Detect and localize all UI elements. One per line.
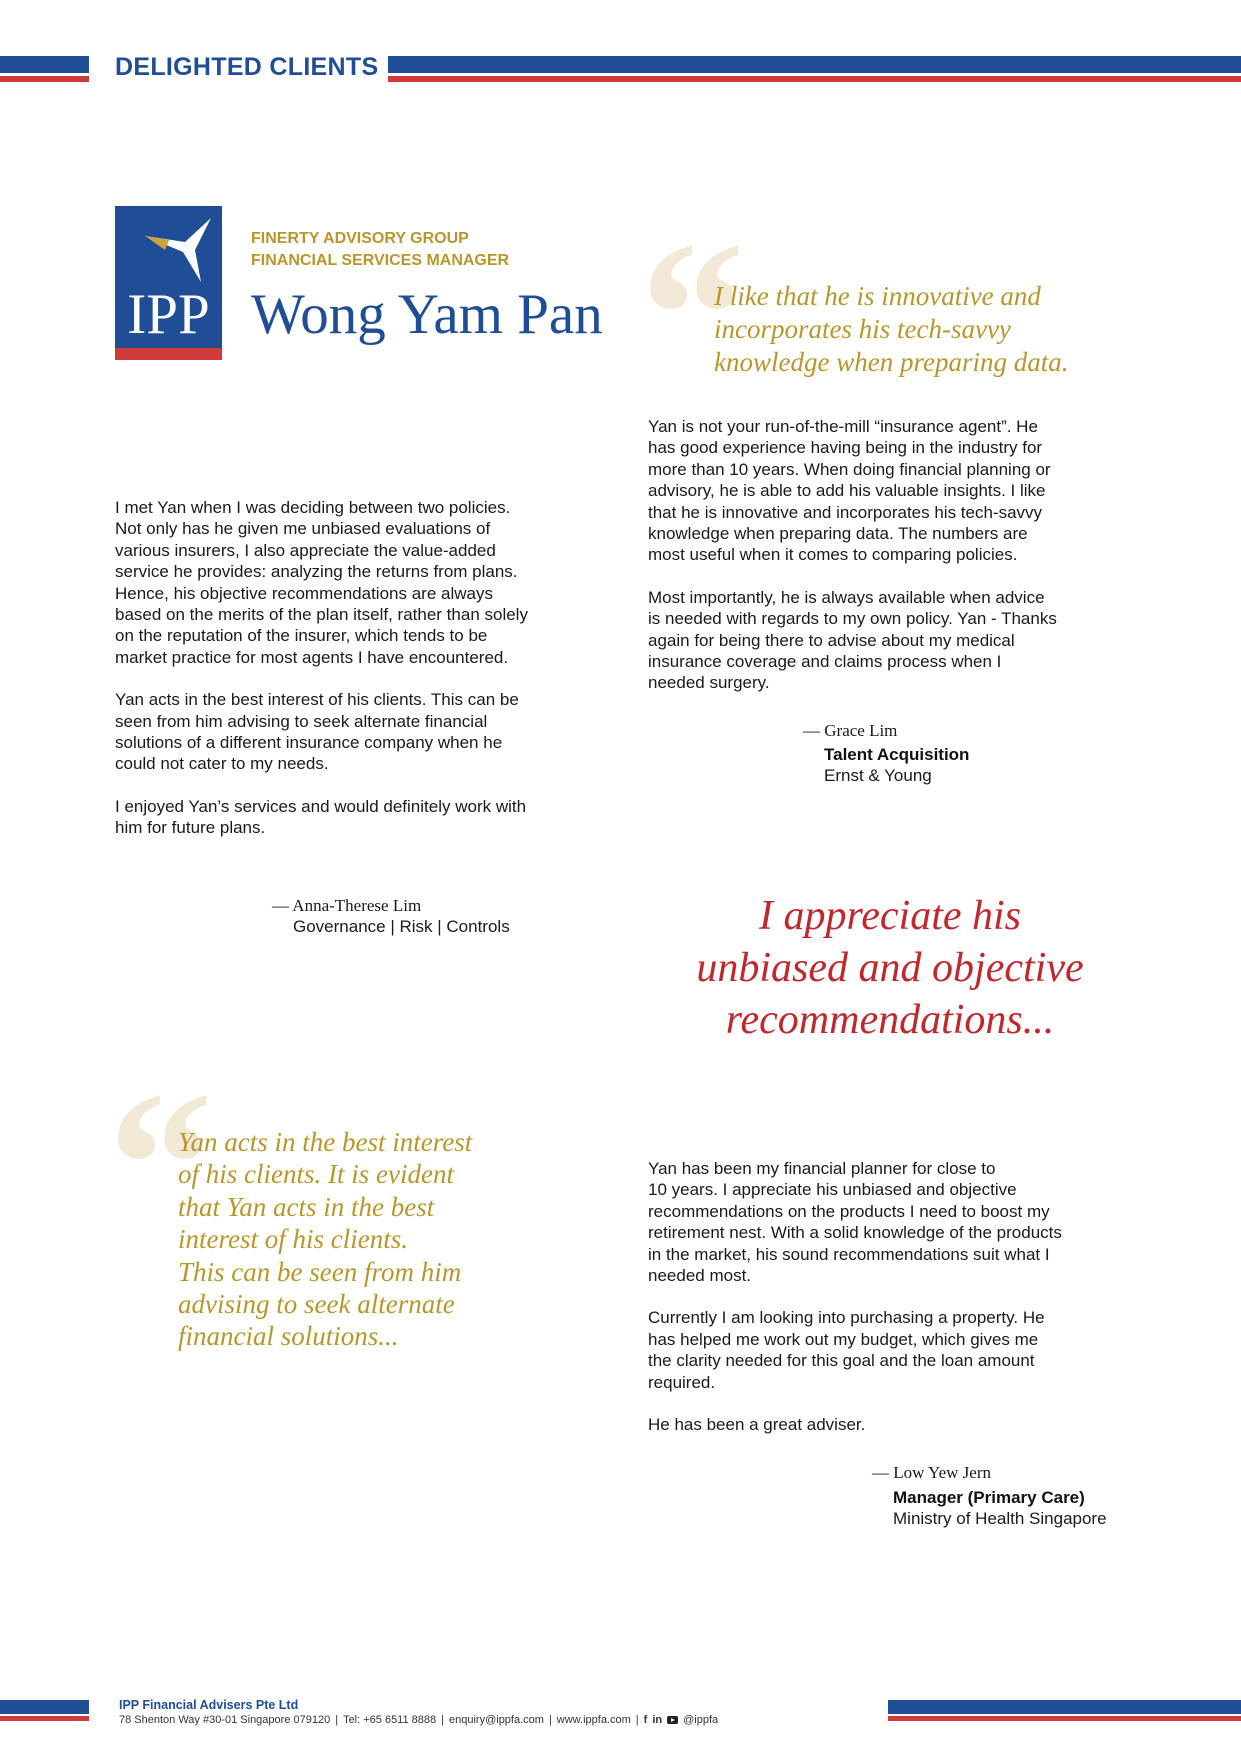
linkedin-icon[interactable]: in	[652, 1714, 663, 1726]
footer-bar-right-red	[888, 1716, 1241, 1721]
profile-role: FINANCIAL SERVICES MANAGER	[251, 252, 510, 269]
facebook-icon[interactable]: f	[643, 1714, 648, 1726]
header-title: DELIGHTED CLIENTS	[115, 53, 379, 81]
quote-mark-3: “	[108, 1049, 213, 1281]
footer-website[interactable]: www.ippfa.com	[556, 1714, 631, 1726]
testimonial-anna	[115, 497, 615, 860]
profile-group: FINERTY ADVISORY GROUP	[251, 230, 469, 247]
testimonial-paragraph: Currently I am looking into purchasing a property. He has helped me work out my budget, which gives me the clarity needed for this goal and the loan amount required.	[648, 1308, 1045, 1392]
footer-company: IPP Financial Advisers Pte Ltd	[119, 1698, 299, 1712]
youtube-icon[interactable]	[667, 1716, 678, 1724]
footer-tel: Tel: +65 6511 8888	[343, 1714, 437, 1726]
ipp-logo	[115, 206, 222, 360]
testimonial-paragraph: Yan acts in the best interest of his clients. This can be seen from him advising to seek alternate financial solutions of a different insurance company when he could not cater to my needs.	[115, 690, 519, 774]
testimonial-paragraph: Yan has been my financial planner for close to 10 years. I appreciate his unbiased and objective recommendations on the products I need to boost my retirement nest. With a solid knowledge of the products in the market, his sound recommendations suit what I needed most.	[648, 1159, 1062, 1286]
footer-contact	[119, 1714, 718, 1726]
attribution-name: — Grace Lim	[803, 721, 898, 740]
footer-separator: |	[335, 1714, 339, 1726]
header-bar-left-blue	[0, 56, 89, 73]
attribution-role: Manager (Primary Care)	[893, 1488, 1085, 1507]
pull-quote-1: I like that he is innovative and incorporates his tech-savvy knowledge when preparing data.	[714, 281, 1069, 377]
logo-text: IPP	[127, 283, 210, 346]
header-bar-right-red	[388, 76, 1241, 82]
attribution-role: Talent Acquisition	[824, 745, 970, 764]
attribution-name: — Low Yew Jern	[872, 1463, 991, 1482]
testimonial-grace	[648, 416, 1128, 715]
pull-quote-2: I appreciate his unbiased and objective recommendations...	[696, 893, 1084, 1043]
profile-name: Wong Yam Pan	[251, 283, 603, 346]
footer-separator: |	[548, 1714, 552, 1726]
header-bar-left-red	[0, 76, 89, 82]
footer-bar-left-red	[0, 1716, 89, 1721]
footer-address: 78 Shenton Way #30-01 Singapore 079120	[119, 1714, 331, 1726]
bird-icon	[143, 216, 213, 282]
testimonial-paragraph: Most importantly, he is always available when advice is needed with regards to my own policy. Yan - Thanks again for being there to advise about my medical insurance coverage and claims process when I needed surgery.	[648, 587, 1057, 693]
testimonial-low	[648, 1158, 1148, 1456]
footer-email[interactable]: enquiry@ippfa.com	[449, 1714, 544, 1726]
quote-mark-1: “	[640, 199, 745, 431]
testimonial-paragraph: He has been a great adviser.	[648, 1415, 866, 1435]
testimonial-paragraph: Yan is not your run-of-the-mill “insurance agent”. He has good experience having being in the industry for more than 10 years. When doing financial planning or advisory, he is able to add his valuable insights. I like that he is innovative and incorporates his tech-savvy knowledge when preparing data. The numbers are most useful when it comes to comparing policies.	[648, 417, 1051, 565]
footer-separator: |	[441, 1714, 444, 1726]
attribution-org: Ministry of Health Singapore	[893, 1509, 1107, 1528]
testimonial-paragraph: I met Yan when I was deciding between two policies. Not only has he given me unbiased evaluations of various insurers, I also appreciate the value-added service he provides: analyzing the returns from plans. Hence, his objective recommendations are always based on the merits of the plan itself, rather than solely on the reputation of the insurer, which tends to be market practice for most agents I have encountered.	[115, 498, 528, 667]
attribution-org: Governance | Risk | Controls	[293, 917, 510, 936]
footer-social-handle[interactable]: @ippfa	[683, 1714, 719, 1726]
attribution-org: Ernst & Young	[824, 766, 932, 785]
header-bar-right-blue	[388, 56, 1241, 73]
footer-bar-left-blue	[0, 1700, 89, 1714]
testimonial-paragraph: I enjoyed Yan’s services and would definitely work with him for future plans.	[115, 796, 527, 838]
footer-separator: |	[635, 1714, 639, 1726]
pull-quote-3: Yan acts in the best interest of his clients. It is evident that Yan acts in the best interest of his clients. This can be seen from him advising to seek alternate financial solutions...	[178, 1127, 473, 1352]
footer-bar-right-blue	[888, 1700, 1241, 1714]
attribution-name: — Anna-Therese Lim	[272, 896, 422, 915]
